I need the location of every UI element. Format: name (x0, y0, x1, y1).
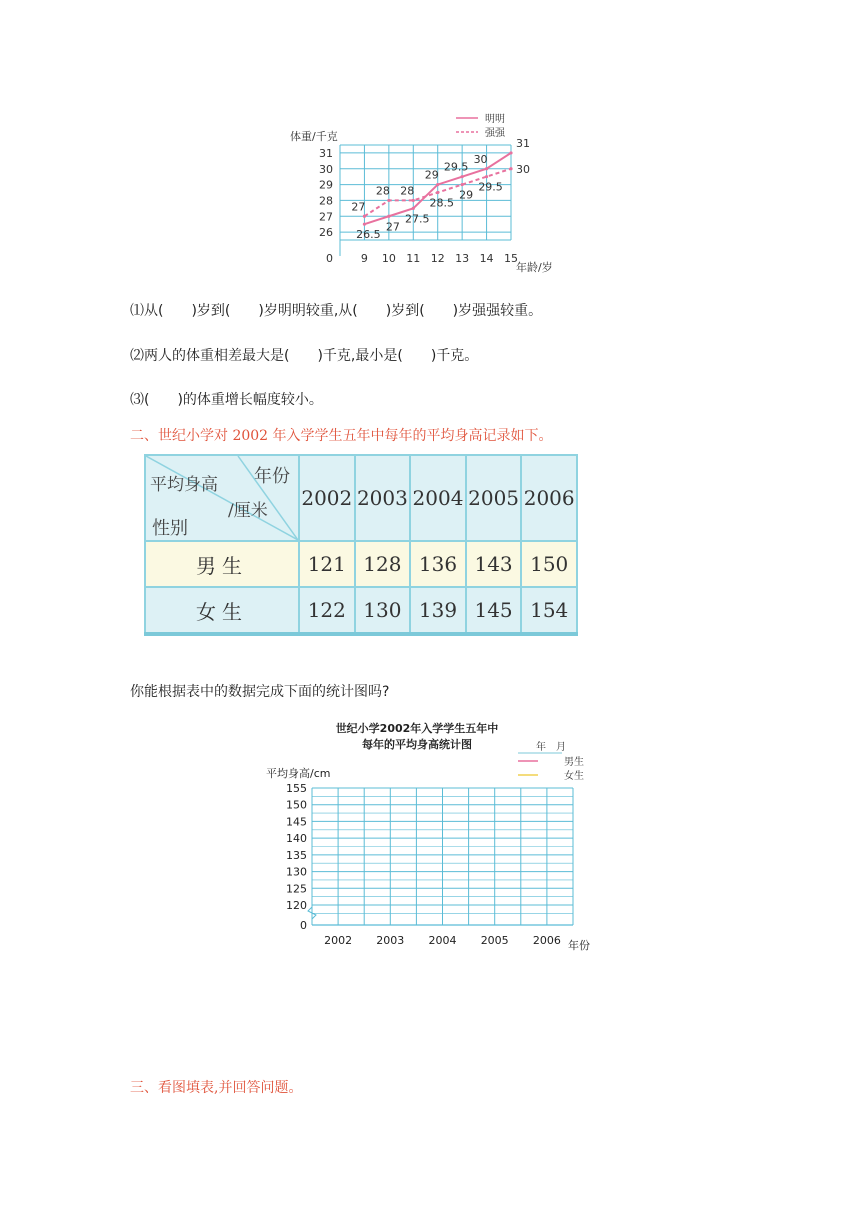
x-tick-label: 10 (381, 252, 396, 265)
year-cell: 2003 (355, 455, 411, 541)
data-point (412, 199, 415, 202)
table-corner-cell (146, 456, 298, 540)
data-point (461, 175, 464, 178)
x-tick-label: 2002 (324, 934, 353, 947)
data-point (461, 183, 464, 186)
table-row-girls (145, 587, 577, 634)
point-label: 31 (516, 136, 530, 150)
point-label: 28 (400, 184, 415, 198)
point-label: 30 (516, 162, 530, 176)
data-point (436, 183, 439, 186)
point-label: 29.5 (478, 180, 503, 194)
year-cell: 2002 (299, 455, 355, 541)
data-point (509, 151, 512, 154)
y-tick-label: 28 (319, 194, 333, 208)
section-2-heading: 二、世纪小学对 2002 年入学学生五年中每年的平均身高记录如下。 (130, 428, 553, 444)
question-3: ⑶( )的体重增长幅度较小。 (130, 392, 323, 408)
y-tick-label: 145 (286, 815, 307, 829)
year-cell: 2005 (466, 455, 522, 541)
row-label-boys: 男生 (145, 541, 299, 587)
height-record-table (144, 454, 578, 632)
y-tick-label: 130 (286, 865, 307, 879)
point-label: 28.5 (429, 196, 454, 210)
corner-year-label: 年份 (254, 466, 290, 487)
legend-qiangqiang: 强强 (485, 128, 505, 139)
point-label: 27 (351, 200, 366, 214)
chart2-ylabel: 平均身高/cm (266, 767, 331, 780)
x-tick-label: 11 (406, 252, 421, 265)
point-label: 29 (424, 168, 439, 182)
value-cell: 128 (355, 541, 411, 587)
corner-gender-label: 性别 (152, 518, 188, 539)
point-label: 29.5 (443, 160, 469, 174)
x-tick-label: 13 (455, 252, 470, 265)
chart1-xlabel: 年龄/岁 (516, 261, 553, 274)
legend-mingming: 明明 (485, 114, 505, 125)
x-tick-label: 9 (360, 252, 368, 265)
value-cell: 150 (521, 541, 577, 587)
y-tick-label: 150 (286, 798, 307, 812)
y-tick-label: 27 (319, 210, 333, 224)
x-tick-label: 12 (430, 252, 445, 265)
point-label: 27 (385, 220, 400, 234)
chart1-grid (319, 145, 518, 265)
value-cell: 139 (410, 587, 466, 634)
point-label: 29 (459, 188, 474, 202)
y-tick-label: 29 (319, 178, 333, 192)
y-tick-label: 140 (286, 832, 307, 846)
weight-line-chart (280, 105, 580, 280)
row-label-girls: 女生 (145, 587, 299, 634)
legend-boys: 男生 (564, 757, 584, 768)
chart2-xlabel: 年份 (568, 939, 590, 952)
value-cell: 121 (299, 541, 355, 587)
value-cell: 122 (299, 587, 355, 634)
section-3-heading: 三、看图填表,并回答问题。 (130, 1080, 303, 1096)
table-header-row (145, 455, 577, 541)
value-cell: 143 (466, 541, 522, 587)
chart2-grid (286, 782, 573, 947)
data-point (387, 215, 390, 218)
corner-height-label: 平均身高 (150, 475, 218, 495)
point-label: 26.5 (356, 228, 381, 242)
x-tick-label: 2004 (428, 934, 457, 947)
y-tick-label: 125 (286, 882, 307, 896)
value-cell: 136 (410, 541, 466, 587)
prompt-text: 你能根据表中的数据完成下面的统计图吗? (130, 684, 390, 700)
chart1-ylabel: 体重/千克 (290, 130, 338, 143)
year-cell: 2004 (410, 455, 466, 541)
value-cell: 145 (466, 587, 522, 634)
data-point (363, 223, 366, 226)
year-cell: 2006 (521, 455, 577, 541)
x-tick-label: 2006 (532, 934, 561, 947)
point-label: 27.5 (405, 212, 430, 226)
point-label: 30 (473, 152, 488, 166)
y-tick-label: 0 (326, 252, 333, 265)
data-point (363, 215, 366, 218)
y-tick-label: 155 (286, 782, 307, 795)
data-point (436, 191, 439, 194)
data-point (485, 167, 488, 170)
data-point (387, 199, 390, 202)
x-tick-label: 15 (504, 252, 518, 265)
y-tick-label: 26 (319, 226, 333, 240)
question-2: ⑵两人的体重相差最大是( )千克,最小是( )千克。 (130, 348, 479, 364)
x-tick-label: 2003 (376, 934, 405, 947)
table-row-boys (145, 541, 577, 587)
value-cell: 154 (521, 587, 577, 634)
chart2-date: 年 月 (536, 742, 566, 753)
legend-girls: 女生 (564, 771, 584, 782)
data-point (412, 207, 415, 210)
point-label: 28 (375, 184, 390, 198)
height-line-chart-blank (262, 715, 602, 960)
y-tick-label: 31 (319, 146, 333, 160)
y-tick-label: 135 (286, 848, 307, 862)
data-point (509, 167, 512, 170)
corner-unit-label: /厘米 (228, 501, 268, 521)
data-point (485, 175, 488, 178)
y-tick-label: 0 (300, 919, 307, 932)
x-tick-label: 2005 (480, 934, 509, 947)
chart2-title-line1: 世纪小学2002年入学学生五年中 (335, 722, 499, 735)
y-tick-label: 30 (319, 162, 333, 176)
y-tick-label: 120 (286, 899, 307, 912)
value-cell: 130 (355, 587, 411, 634)
x-tick-label: 14 (479, 252, 494, 265)
chart2-title-line2: 每年的平均身高统计图 (362, 738, 472, 751)
question-1: ⑴从( )岁到( )岁明明较重,从( )岁到( )岁强强较重。 (130, 303, 543, 319)
